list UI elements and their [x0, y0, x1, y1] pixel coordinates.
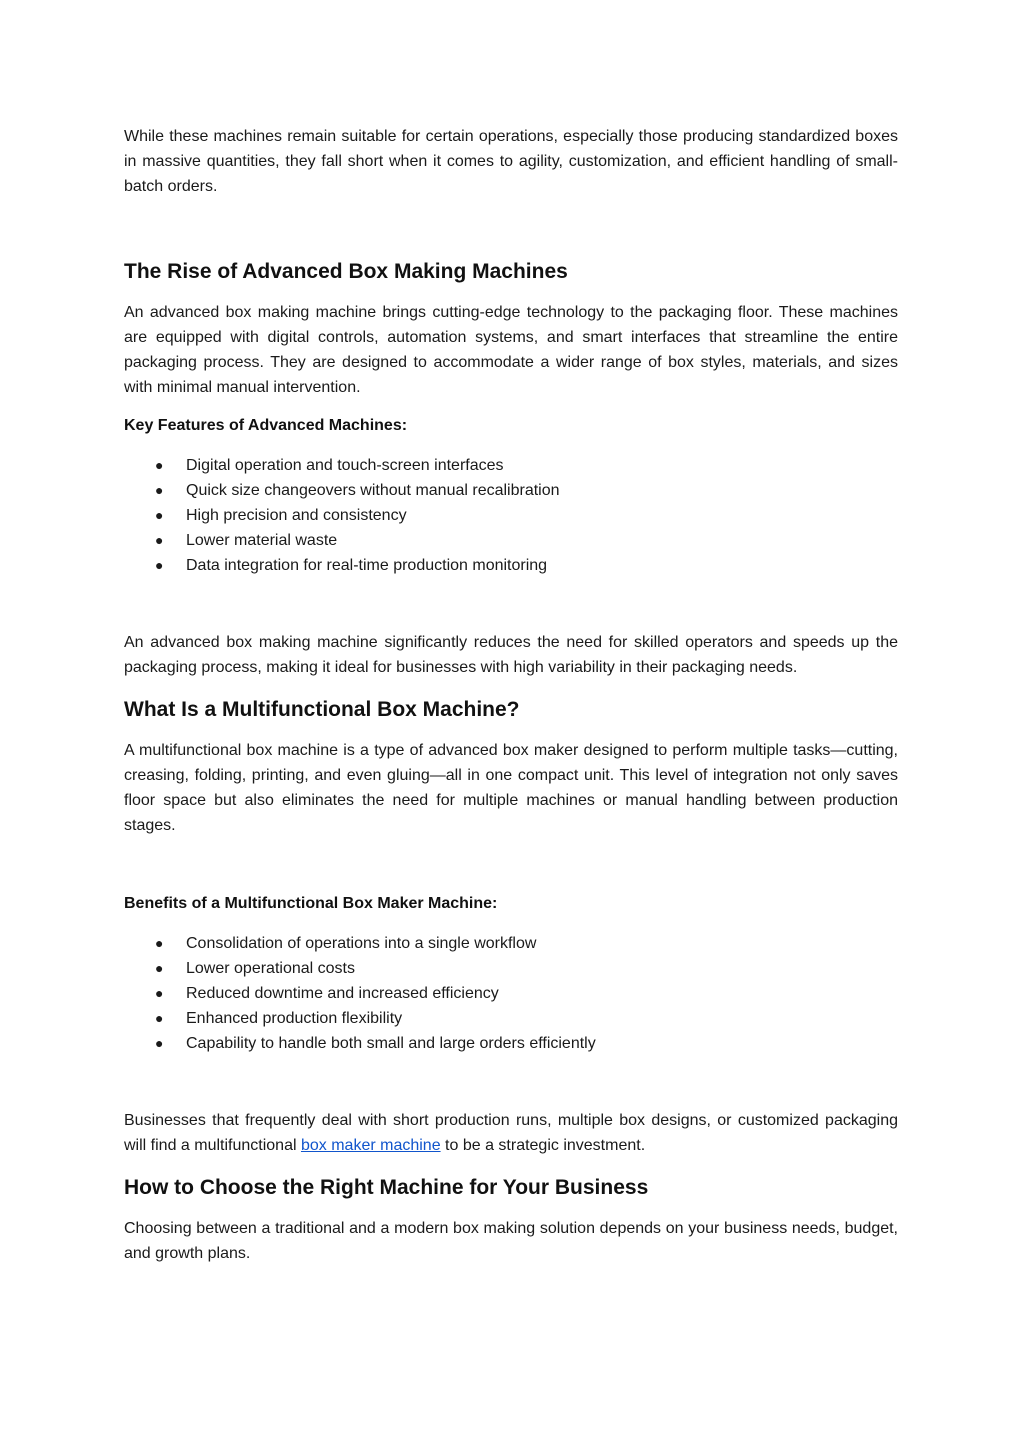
- list-item-text: Lower material waste: [186, 532, 338, 549]
- list-item-text: Digital operation and touch-screen interfaces: [186, 457, 504, 474]
- rise-paragraph: An advanced box making machine brings cutting-edge technology to the packaging floor. These machines are equipped with digital controls, automation systems, and smart interfaces that streamline the entire packaging process. They are designed to accommodate a wider range of box styles, materials, and sizes with minimal manual intervention.: [124, 304, 898, 396]
- bullet-icon: ●: [155, 507, 164, 523]
- list-item: [124, 528, 898, 553]
- heading-multifunctional-machine: What Is a Multifunctional Box Machine?: [124, 698, 520, 721]
- list-item: [124, 1031, 898, 1056]
- multifunctional-closing-paragraph: [124, 1108, 898, 1158]
- bullet-icon: ●: [155, 985, 164, 1001]
- multifunctional-paragraph: A multifunctional box machine is a type of advanced box maker designed to perform multiple tasks—cutting, creasing, folding, printing, and even gluing—all in one compact unit. This level of integration not only saves floor space but also eliminates the need for multiple machines or manual handling between production stages.: [124, 742, 898, 834]
- rise-closing-paragraph: An advanced box making machine significantly reduces the need for skilled operators and speeds up the packaging process, making it ideal for businesses with high variability in their packaging needs.: [124, 634, 898, 676]
- subheading-key-features: Key Features of Advanced Machines:: [124, 417, 408, 434]
- list-item: [124, 453, 898, 478]
- subheading-benefits: Benefits of a Multifunctional Box Maker Machine:: [124, 895, 498, 912]
- list-item-text: Enhanced production flexibility: [186, 1010, 403, 1027]
- bullet-icon: ●: [155, 532, 164, 548]
- list-item-text: Data integration for real-time production monitoring: [186, 557, 548, 574]
- bullet-icon: ●: [155, 1035, 164, 1051]
- list-item: [124, 981, 898, 1006]
- list-item: [124, 956, 898, 981]
- list-item-text: Capability to handle both small and large orders efficiently: [186, 1035, 596, 1052]
- closing-text-after-link: to be a strategic investment.: [440, 1137, 646, 1154]
- intro-paragraph: While these machines remain suitable for certain operations, especially those producing standardized boxes in massive quantities, they fall short when it comes to agility, customization, and efficient handling of small-batch orders.: [124, 128, 898, 195]
- list-item-text: Quick size changeovers without manual recalibration: [186, 482, 560, 499]
- choose-paragraph: Choosing between a traditional and a modern box making solution depends on your business needs, budget, and growth plans.: [124, 1220, 898, 1262]
- heading-choose-right-machine: How to Choose the Right Machine for Your Business: [124, 1176, 649, 1199]
- list-item-text: Reduced downtime and increased efficiency: [186, 985, 499, 1002]
- heading-rise-of-advanced-machines: The Rise of Advanced Box Making Machines: [124, 260, 568, 283]
- bullet-icon: ●: [155, 557, 164, 573]
- list-item: [124, 478, 898, 503]
- bullet-icon: ●: [155, 1010, 164, 1026]
- bullet-icon: ●: [155, 457, 164, 473]
- list-item: [124, 931, 898, 956]
- list-item: [124, 503, 898, 528]
- box-maker-machine-link[interactable]: box maker machine: [300, 1137, 441, 1154]
- key-features-list: [124, 453, 898, 578]
- bullet-icon: ●: [155, 935, 164, 951]
- benefits-list: [124, 931, 898, 1056]
- list-item: [124, 553, 898, 578]
- closing-text-before-link: Businesses that frequently deal with short production runs, multiple box designs, or customized packaging will find a multifunctional: [124, 1112, 898, 1154]
- bullet-icon: ●: [155, 482, 164, 498]
- list-item: [124, 1006, 898, 1031]
- list-item-text: Consolidation of operations into a single workflow: [186, 935, 537, 952]
- list-item-text: High precision and consistency: [186, 507, 407, 524]
- bullet-icon: ●: [155, 960, 164, 976]
- list-item-text: Lower operational costs: [186, 960, 355, 977]
